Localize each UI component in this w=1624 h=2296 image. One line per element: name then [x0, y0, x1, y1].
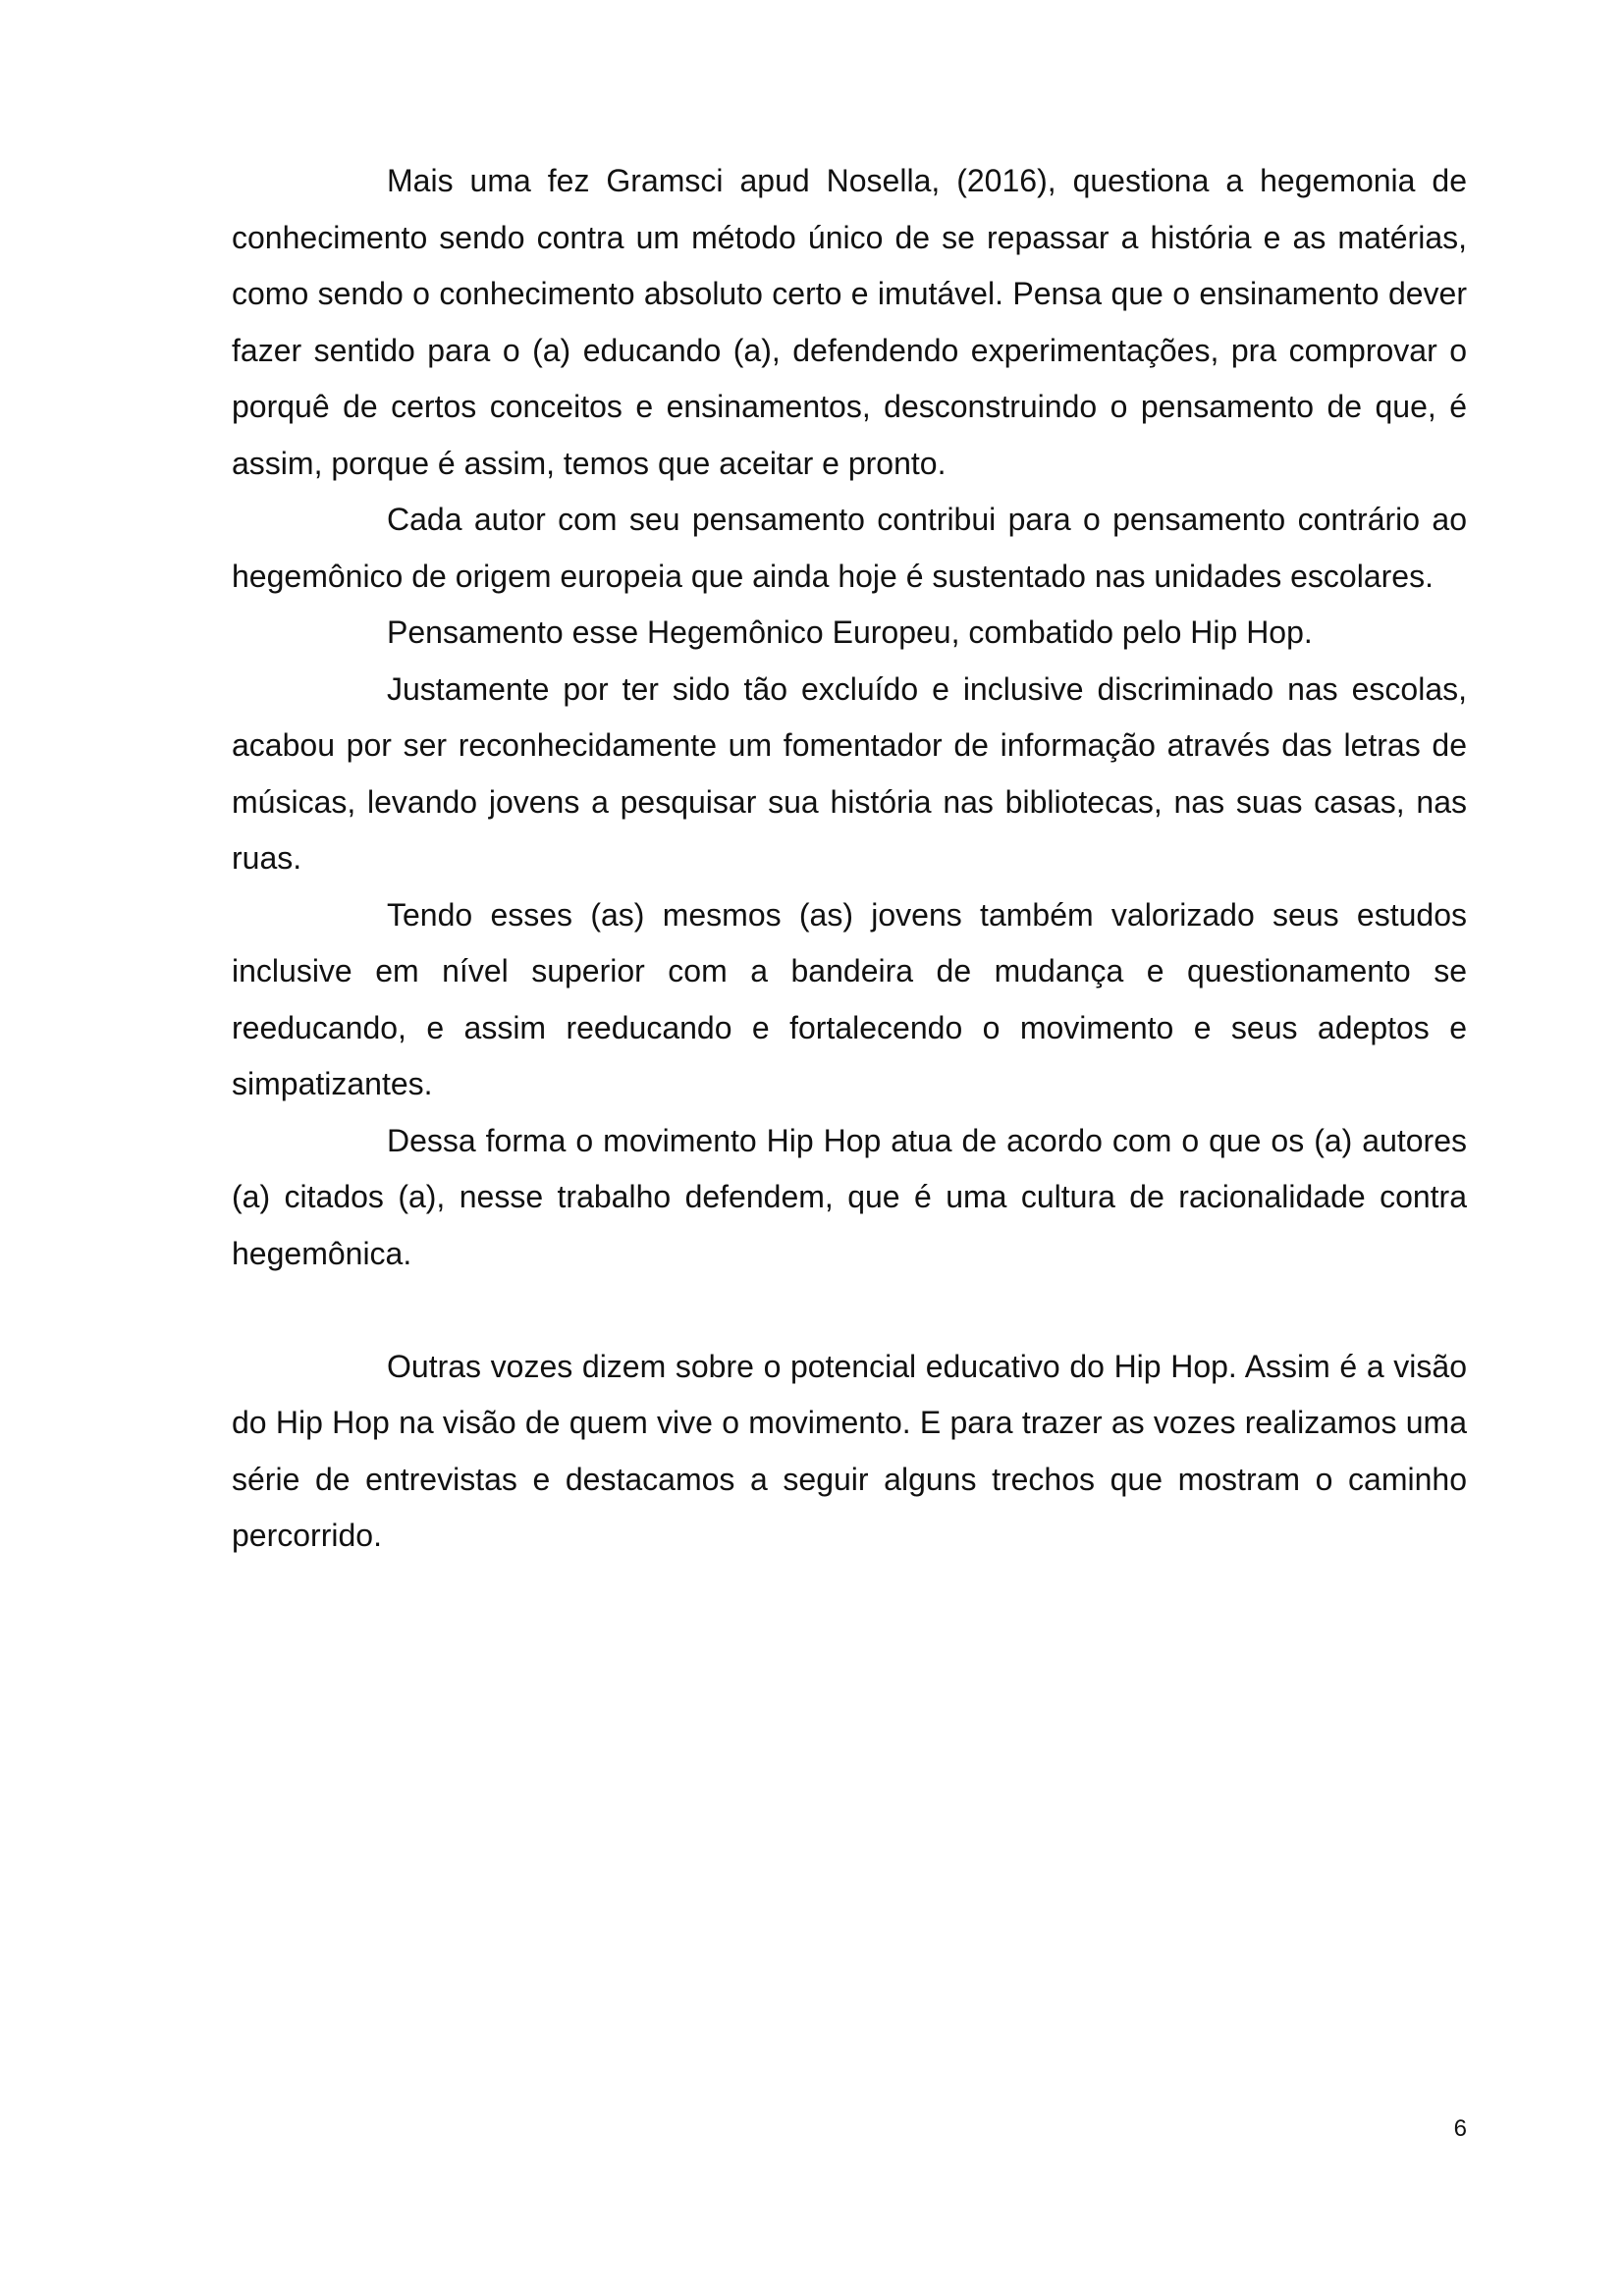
paragraph-tendo-esses: Tendo esses (as) mesmos (as) jovens também valorizado seus estudos inclusive em nível superior com a bandeira de mudança e questionamento se reeducando, e assim reeducando e fortalecendo o movimento e seus adeptos e simpatizantes.: [232, 896, 1467, 1101]
page-number: 6: [1453, 2115, 1467, 2142]
paragraph-outras-vozes: Outras vozes dizem sobre o potencial educativo do Hip Hop. Assim é a visão do Hip Hop na visão de quem vive o movimento. E para trazer as vozes realizamos uma série de entrevistas e destacamos a seguir alguns trechos que mostram o caminho percorrido.: [232, 1348, 1467, 1553]
paragraph-gramsci: Mais uma fez Gramsci apud Nosella, (2016), questiona a hegemonia de conhecimento sendo contra um método único de se repassar a história e as matérias, como sendo o conhecimento absoluto certo e imutável. Pensa que o ensinamento dever fazer sentido para o (a) educando (a), defendendo experimentações, pra comprovar o porquê de certos conceitos e ensinamentos, desconstruindo o pensamento de que, é assim, porque é assim, temos que aceitar e pronto.: [232, 163, 1467, 481]
paragraph-dessa-forma: Dessa forma o movimento Hip Hop atua de acordo com o que os (a) autores (a) citados (a), nesse trabalho defendem, que é uma cultura de racionalidade contra hegemônica.: [232, 1122, 1467, 1271]
body-text: [232, 153, 1467, 1565]
paragraph-justamente: Justamente por ter sido tão excluído e inclusive discriminado nas escolas, acabou por ser reconhecidamente um fomentador de informação através das letras de músicas, levando jovens a pesquisar sua história nas bibliotecas, nas suas casas, nas ruas.: [232, 670, 1467, 876]
paragraph-pensamento-hegemonico: Pensamento esse Hegemônico Europeu, combatido pelo Hip Hop.: [387, 614, 1313, 650]
paragraph-cada-autor: Cada autor com seu pensamento contribui para o pensamento contrário ao hegemônico de origem europeia que ainda hoje é sustentado nas unidades escolares.: [232, 502, 1467, 594]
